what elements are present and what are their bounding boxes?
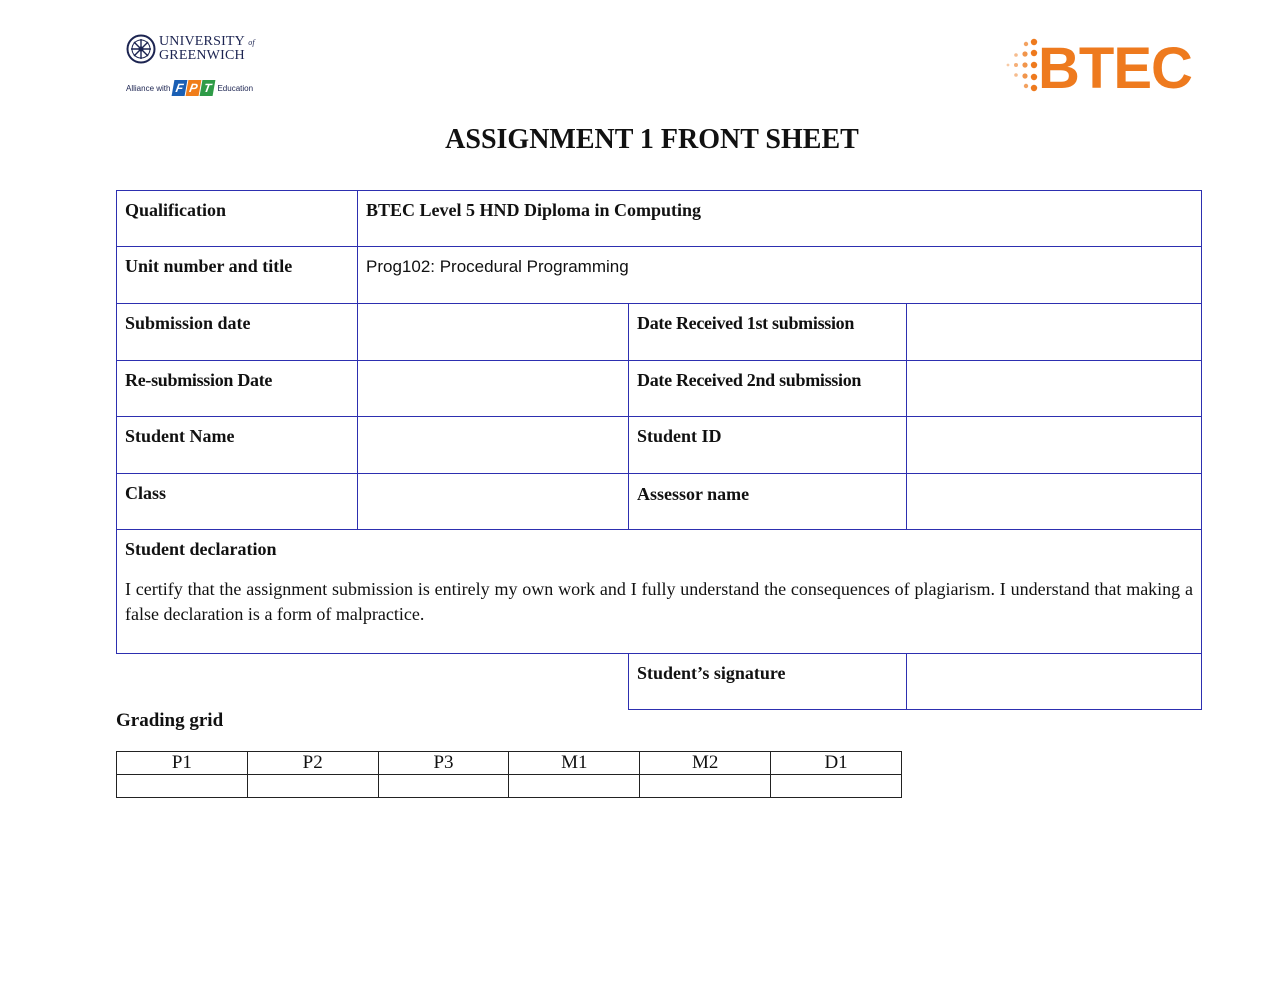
btec-wordmark: BTEC	[1038, 36, 1192, 101]
greenwich-wordmark: UNIVERSITY of GREENWICH	[159, 34, 255, 63]
grade-cell-p1[interactable]	[117, 775, 248, 798]
date-received-1-label: Date Received 1st submission	[637, 313, 855, 333]
date-received-1-field[interactable]	[907, 304, 1201, 360]
front-sheet-form	[116, 190, 1202, 710]
assessor-name-field[interactable]	[907, 474, 1201, 529]
signature-label: Student’s signature	[637, 663, 786, 683]
grading-value-row	[117, 775, 902, 798]
grade-header-m1: M1	[509, 752, 640, 775]
page-title: ASSIGNMENT 1 FRONT SHEET	[445, 124, 859, 155]
student-id-field[interactable]	[907, 417, 1201, 473]
grade-header-p2: P2	[247, 752, 378, 775]
grading-header-row	[117, 752, 902, 775]
signature-field[interactable]	[907, 654, 1201, 709]
grade-header-m2: M2	[640, 752, 771, 775]
assessor-name-label: Assessor name	[637, 484, 750, 504]
student-name-label: Student Name	[125, 426, 235, 446]
grading-grid	[116, 751, 902, 798]
class-label: Class	[125, 483, 167, 503]
class-field[interactable]	[358, 474, 628, 529]
submission-date-field[interactable]	[358, 304, 628, 360]
grade-cell-m1[interactable]	[509, 775, 640, 798]
fpt-alliance: Alliance with F P T Education	[126, 81, 254, 95]
grade-header-d1: D1	[771, 752, 902, 775]
btec-logo	[1000, 34, 1195, 100]
unit-label: Unit number and title	[125, 256, 293, 276]
grade-cell-m2[interactable]	[640, 775, 771, 798]
greenwich-seal-icon	[126, 34, 156, 64]
qualification-label: Qualification	[125, 200, 227, 220]
grading-grid-title: Grading grid	[116, 710, 224, 731]
declaration-text: I certify that the assignment submission is entirely my own work and I fully understand the consequences of plagiarism. I understand that making a false declaration is a form of malpractice.	[125, 579, 1193, 624]
declaration-heading: Student declaration	[125, 539, 277, 559]
grade-cell-p2[interactable]	[247, 775, 378, 798]
date-received-2-label: Date Received 2nd submission	[637, 370, 862, 390]
university-of-greenwich-logo	[126, 34, 266, 104]
fpt-logo-icon: F P T	[173, 80, 214, 96]
grade-header-p1: P1	[117, 752, 248, 775]
btec-dots-icon	[1000, 36, 1040, 96]
date-received-2-field[interactable]	[907, 361, 1201, 416]
resubmission-date-field[interactable]	[358, 361, 628, 416]
grade-header-p3: P3	[378, 752, 509, 775]
submission-date-label: Submission date	[125, 313, 251, 333]
student-id-label: Student ID	[637, 426, 722, 446]
grade-cell-d1[interactable]	[771, 775, 902, 798]
grade-cell-p3[interactable]	[378, 775, 509, 798]
resubmission-date-label: Re-submission Date	[125, 370, 273, 390]
student-name-field[interactable]	[358, 417, 628, 473]
qualification-value: BTEC Level 5 HND Diploma in Computing	[366, 200, 702, 220]
unit-value: Prog102: Procedural Programming	[366, 257, 629, 276]
